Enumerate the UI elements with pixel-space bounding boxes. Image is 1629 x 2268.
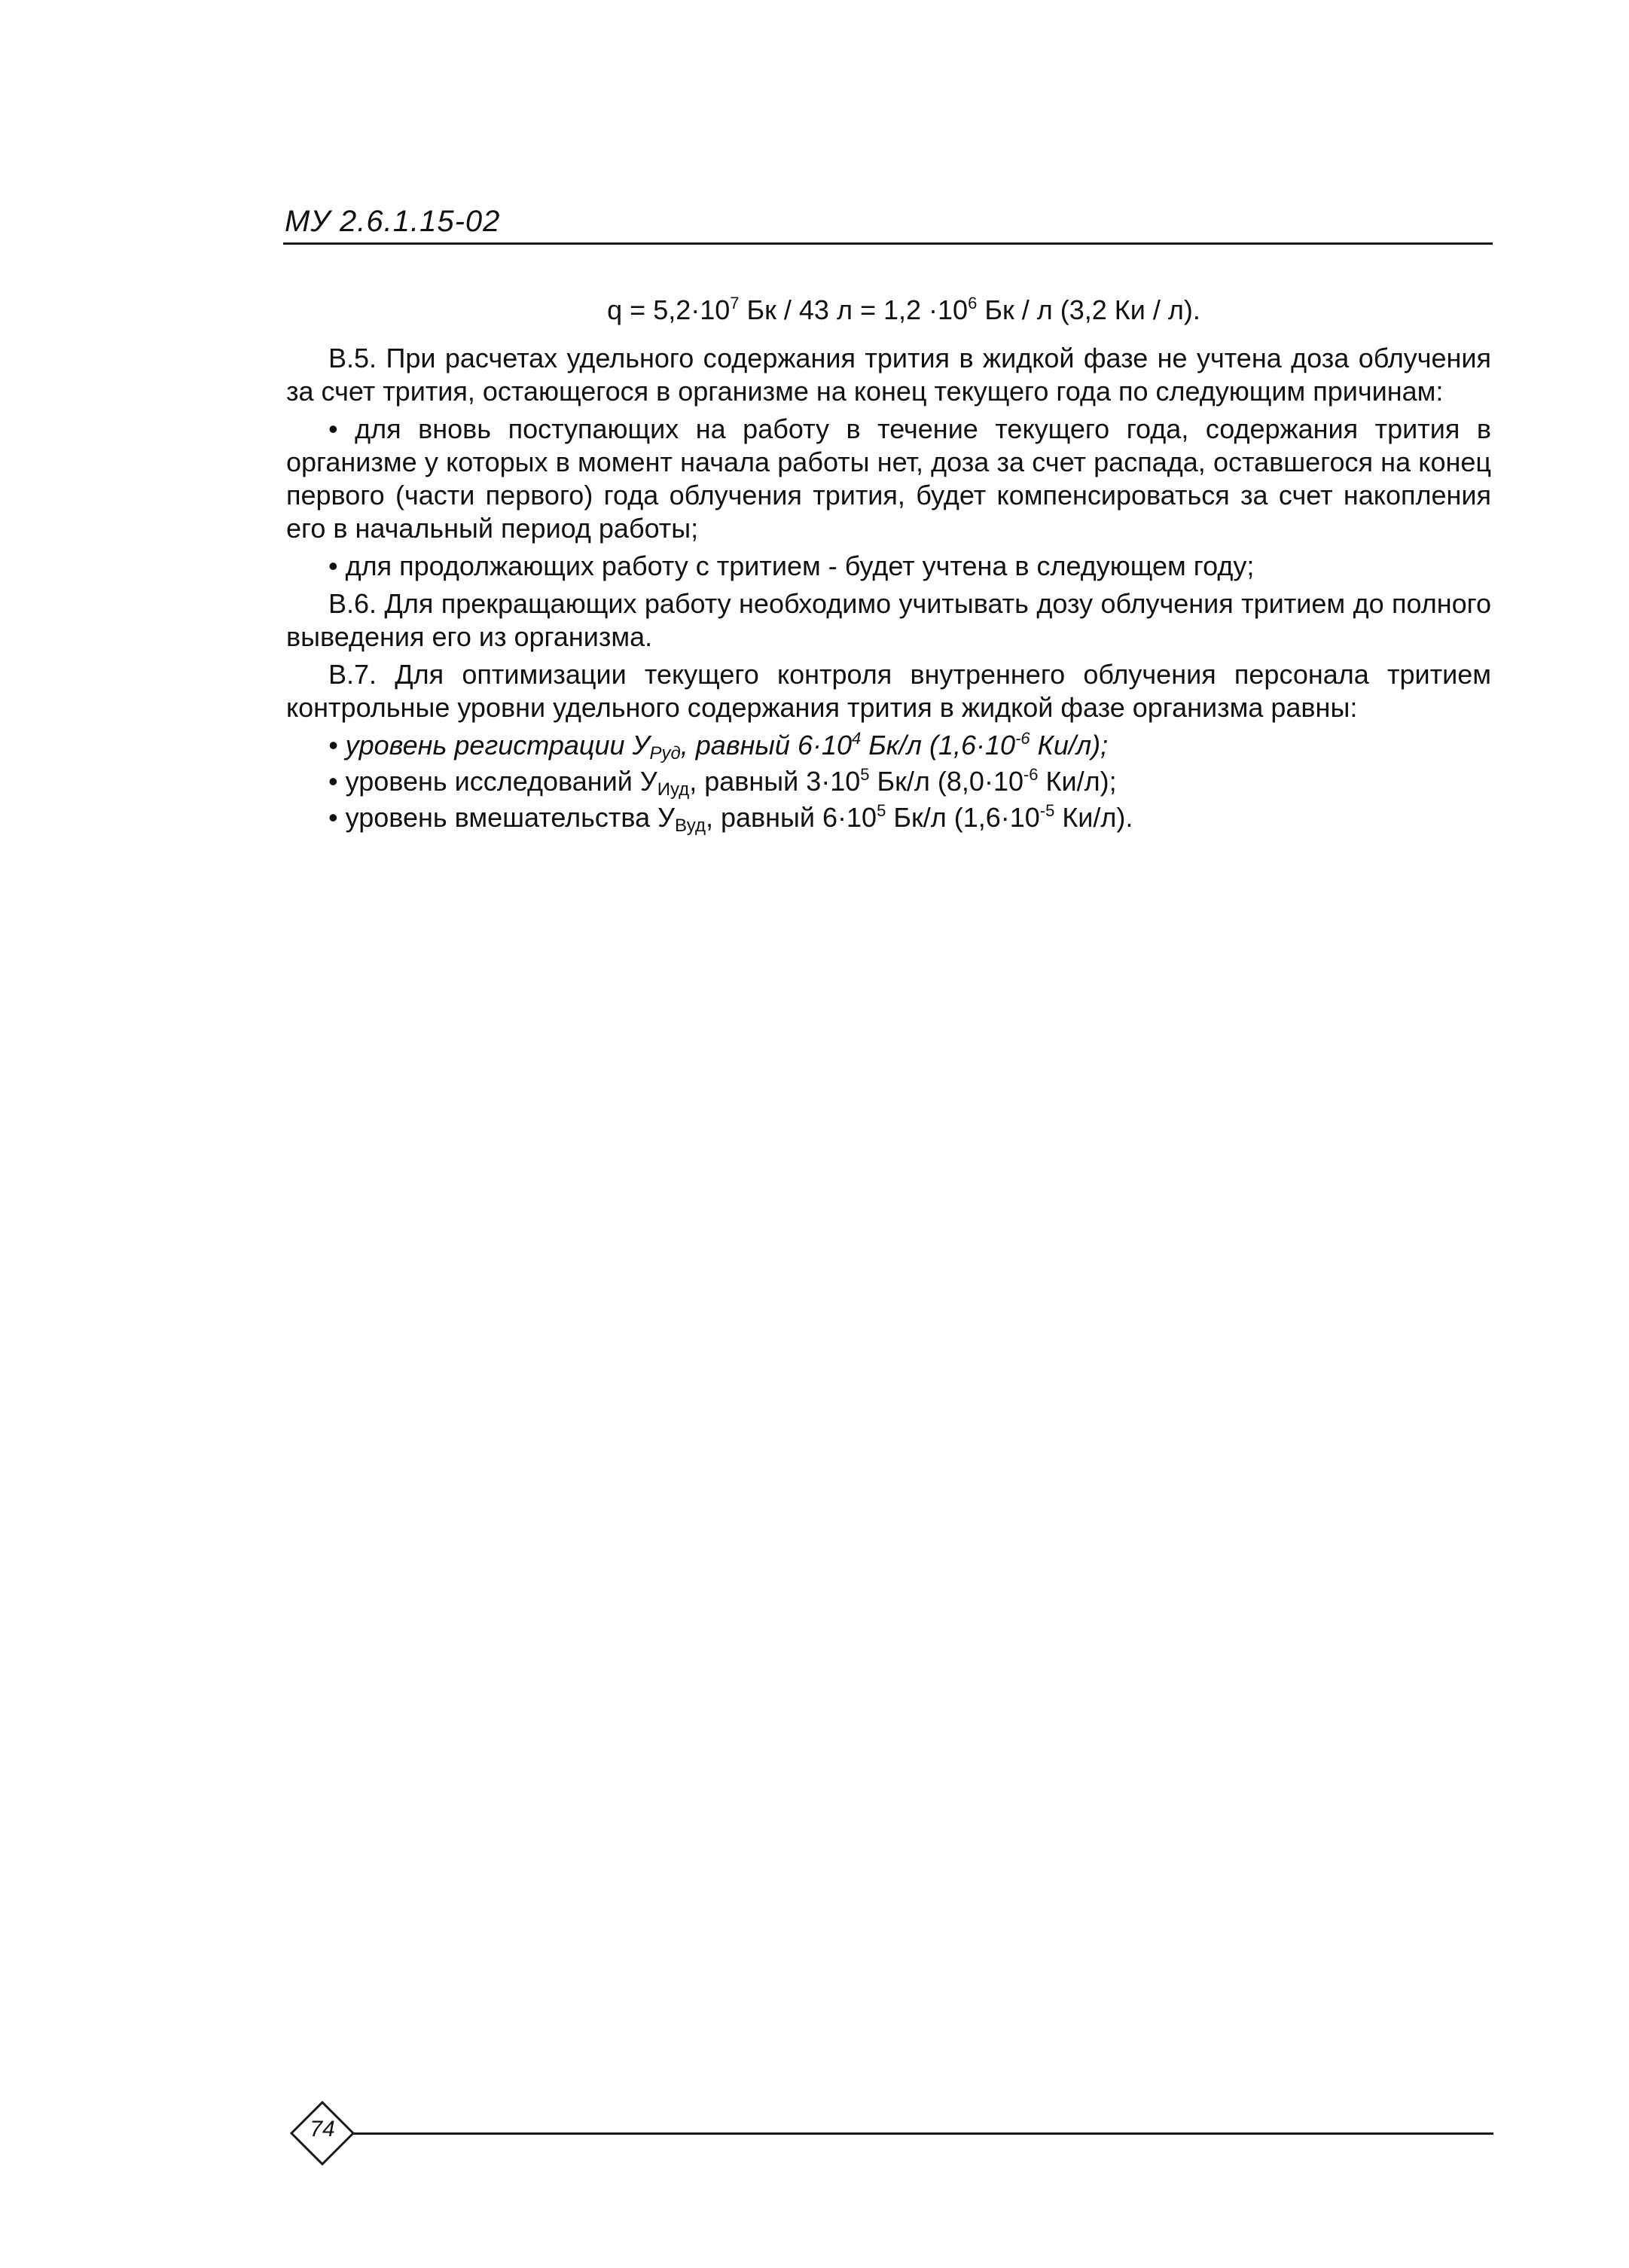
level-investigation [286, 765, 1491, 798]
level-text: , равный 6·10 [705, 802, 877, 833]
level-text: Ки/л); [1030, 730, 1109, 761]
level-text: Бк/л (8,0·10 [869, 766, 1023, 797]
formula-exp2: 6 [968, 294, 978, 312]
level-text: Бк/л (1,6·10 [861, 730, 1016, 761]
footer-rule [349, 2132, 1493, 2135]
level-exp: -6 [1023, 765, 1039, 784]
level-registration [286, 729, 1491, 762]
level-sub: Руд [649, 743, 681, 764]
page-footer [288, 2099, 1493, 2167]
level-exp: -5 [1039, 801, 1055, 820]
level-exp: 5 [860, 765, 870, 784]
level-sub: Иуд [657, 779, 690, 800]
formula-q [286, 294, 1491, 327]
level-exp: 4 [852, 729, 862, 748]
paragraph-b5-bullet-2: • для продолжающих работу с тритием - будет учтена в следующем году; [328, 550, 1255, 581]
page-content [286, 294, 1491, 837]
paragraph-b5: В.5. При расчетах удельного содержания трития в жидкой фазе не учтена доза облучения за счет трития, остающегося в организме на конец текущего года по следующим причинам: [286, 343, 1491, 407]
paragraph-b5-bullet-1: • для вновь поступающих на работу в течение текущего года, содержания трития в организме у которых в момент начала работы нет, доза за счет распада, оставшегося на конец первого (части первого) года облучения трития, будет компенсироваться за счет накопления его в начальный период работы; [286, 413, 1491, 544]
level-prefix: • уровень исследований У [328, 766, 657, 797]
paragraph-b7: В.7. Для оптимизации текущего контроля внутреннего облучения персонала тритием контрольные уровни удельного содержания трития в жидкой фазе организма равны: [286, 659, 1491, 723]
formula-mid: Бк / 43 л = 1,2 ·10 [739, 294, 969, 325]
level-sub: Вуд [675, 815, 706, 836]
level-prefix: • уровень регистрации У [328, 730, 650, 761]
level-text: Ки/л). [1054, 802, 1133, 833]
document-code: МУ 2.6.1.15-02 [285, 205, 501, 238]
level-text: Бк/л (1,6·10 [886, 802, 1040, 833]
formula-suffix: Бк / л (3,2 Ки / л). [977, 294, 1200, 325]
level-exp: 5 [877, 801, 886, 820]
formula-prefix: q = 5,2·10 [607, 294, 731, 325]
level-intervention [286, 801, 1491, 834]
level-exp: -6 [1015, 729, 1030, 748]
page-number: 74 [310, 2117, 335, 2141]
level-text: , равный 6·10 [680, 730, 852, 761]
paragraph-b6: В.6. Для прекращающих работу необходимо учитывать дозу облучения тритием до полного выведения его из организма. [286, 588, 1491, 652]
level-text: , равный 3·10 [689, 766, 861, 797]
header-rule [283, 242, 1493, 245]
level-text: Ки/л); [1038, 766, 1117, 797]
formula-exp1: 7 [730, 294, 740, 312]
level-prefix: • уровень вмешательства У [328, 802, 676, 833]
